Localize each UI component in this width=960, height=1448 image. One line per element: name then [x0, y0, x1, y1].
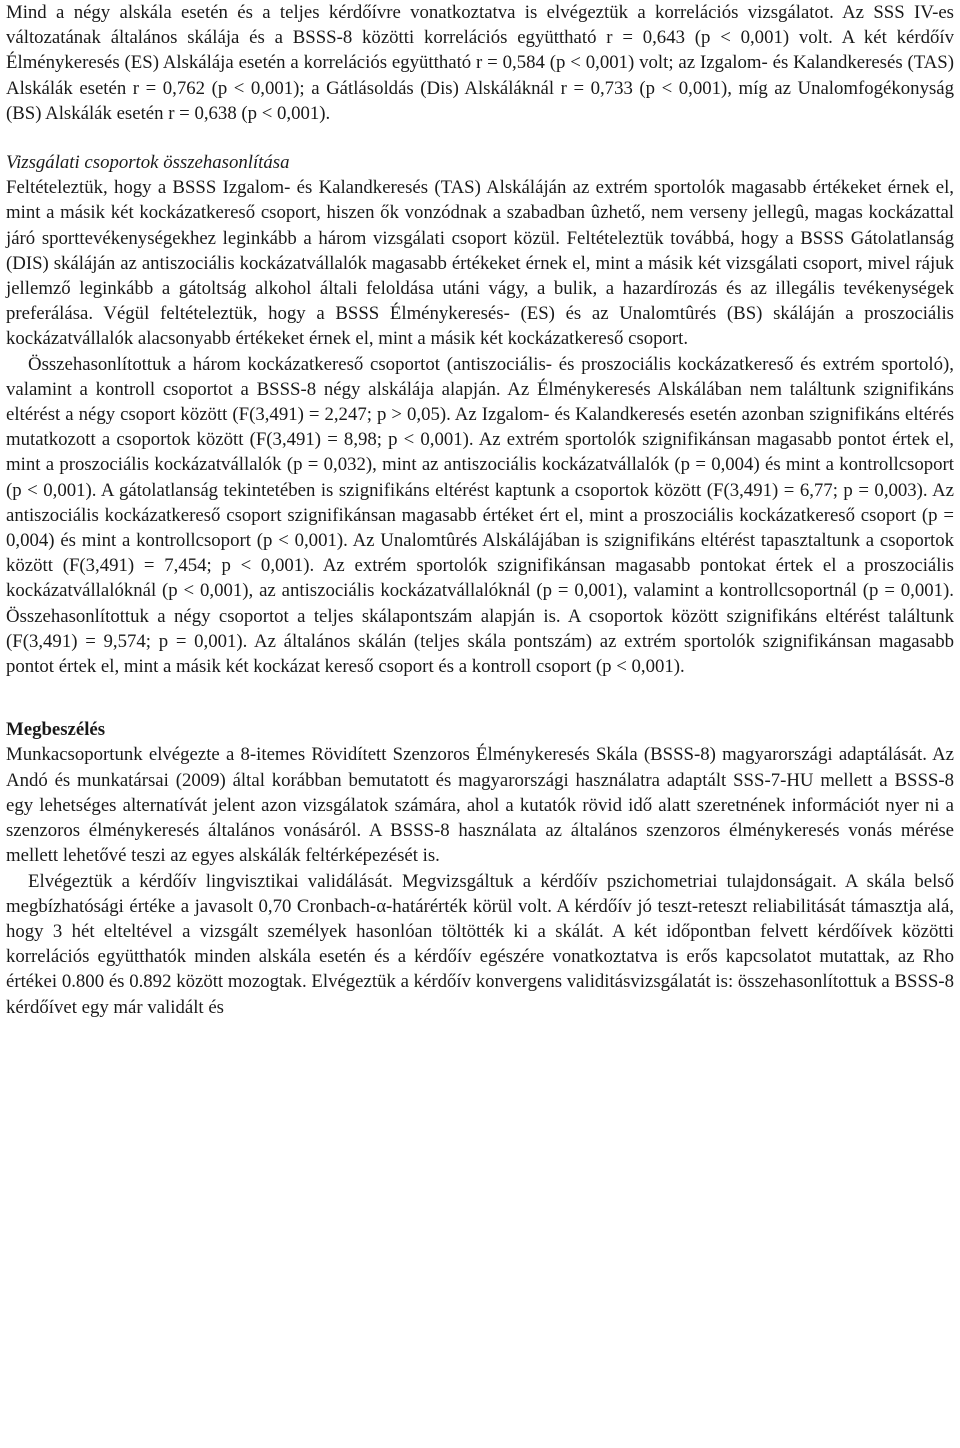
section-title-discussion: Megbeszélés — [6, 719, 106, 741]
paragraph-hypotheses: Feltételeztük, hogy a BSSS Izgalom- és Kalandkeresés (TAS) Alskáláján az extrém sportolók magasabb értékeket érnek el, mint a másik két kockázatkereső csoport, hiszen ők vonzódnak a szabadban ûzhető, nem verseny jellegû, magas kockázattal járó sporttevékenységekhez leginkább a három vizsgálati csoport közül. Feltételeztük továbbá, hogy a BSSS Gátolatlanság (DIS) skáláján az antiszociális kockázatvállalók magasabb értékeket érnek el, mint a másik két vizsgálati csoport, mivel rájuk jellemző leginkább a gátoltság alkohol általi feloldása utáni vágy, a bulik, a hazardírozás és az illegális tevékenységek preferálása. Végül feltételeztük, hogy a BSSS Élménykeresés- (ES) és az Unalomtûrés (BS) skáláján a proszociális kockázatvállalók alacsonyabb értékeket érnek el, mint a másik két kockázatkereső csoport. — [6, 177, 954, 350]
paragraph-discussion-1: Munkacsoportunk elvégezte a 8-itemes Rövidített Szenzoros Élménykeresés Skála (BSSS-8) magyarországi adaptálását. Az Andó és munkatársai (2009) által korábban bemutatott és magyarországi használatra adaptált SSS-7-HU mellett a BSSS-8 egy lehetséges alternatívát jelent azon vizsgálatok számára, ahol a kutatók rövid idő alatt szeretnének információt nyer ni a szenzoros élménykeresés általános vonásáról. A BSSS-8 használata az általános szenzoros élménykeresés vonás mérése mellett lehetővé teszi az egyes alskálák feltérképezését is. — [6, 744, 954, 867]
paragraph-group-results: Összehasonlítottuk a három kockázatkereső csoportot (antiszociális- és proszociális kockázatkereső és extrém sportoló), valamint a kontroll csoportot a BSSS-8 négy alskálája alapján. Az Élménykeresés Alskálában nem találtunk szignifikáns eltérést a négy csoport között (F(3,491) = 2,247; p > 0,05). Az Izgalom- és Kalandkeresés esetén azonban szignifikáns eltérés mutatkozott a csoportok között (F(3,491) = 8,98; p < 0,001). Az extrém sportolók szignifikánsan magasabb pontot értek el, mint a proszociális kockázatvállalók (p = 0,032), mint az antiszociális kockázatvállalók (p = 0,004) és mint a kontrollcsoport (p < 0,001). A gátolatlanság tekintetében is szignifikáns eltérést kaptunk a csoportok között (F(3,491) = 6,77; p = 0,003). Az antiszociális kockázatkereső csoport szignifikánsan magasabb értéket ért el, mint a proszociális kockázatkereső csoport (p = 0,004) és mint a kontrollcsoport (p < 0,001). Az Unalomtûrés Alskálájában is szignifikáns eltérést tapasztaltunk a csoportok között (F(3,491) = 7,454; p < 0,001). Az extrém sportolók szignifikánsan magasabb pontokat értek el a proszociális kockázatvállalóknál (p < 0,001), az antiszociális kockázatvállalóknál (p = 0,001), valamint a kontrollcsoportnál (p = 0,001). Összehasonlítottuk a négy csoportot a teljes skálapontszám alapján is. A csoportok között szignifikáns eltérést találtunk (F(3,491) = 9,574; p = 0,001). Az általános skálán (teljes skála pontszám) az extrém sportolók szignifikánsan magasabb pontot értek el, mint a másik két kockázat kereső csoport és a kontroll csoport (p < 0,001). — [6, 353, 954, 678]
document-page — [6, 0, 954, 1020]
paragraph-discussion-2: Elvégeztük a kérdőív lingvisztikai validálását. Megvizsgáltuk a kérdőív pszichometriai tulajdonságait. A skála belső megbízhatósági értéke a javasolt 0,70 Cronbach-α-határérték körül volt. A kérdőív jó teszt-reteszt reliabilitását támasztja alá, hogy 3 hét elteltével a vizsgált személyek hasonlóan töltötték ki a skálát. A két időpontban felvett kérdőívek közötti korrelációs együtthatók minden alskála esetén és a kérdőív egészére vonatkoztatva is erős kapcsolatot mutattak, az Rho értékei 0.800 és 0.892 között mozogtak. Elvégeztük a kérdőív konvergens validitásvizsgálatát is: összehasonlítottuk a BSSS-8 kérdőívet egy már validált és — [6, 870, 954, 1018]
paragraph-correlation: Mind a négy alskála esetén és a teljes kérdőívre vonatkoztatva is elvégeztük a korrelációs vizsgálatot. Az SSS IV-es változatának általános skálája és a BSSS-8 közötti korrelációs együttható r = 0,643 (p < 0,001) volt. A két kérdőív Élménykeresés (ES) Alskálája esetén a korrelációs együttható r = 0,584 (p < 0,001) volt; az Izgalom- és Kalandkeresés (TAS) Alskálák esetén r = 0,762 (p < 0,001); a Gátlásoldás (Dis) Alskáláknál r = 0,733 (p < 0,001), míg az Unalomfogékonyság (BS) Alskálák esetén r = 0,638 (p < 0,001). — [6, 2, 954, 124]
section-title-group-comparison: Vizsgálati csoportok összehasonlítása — [6, 152, 290, 174]
spacer — [6, 126, 954, 150]
spacer — [6, 679, 954, 717]
